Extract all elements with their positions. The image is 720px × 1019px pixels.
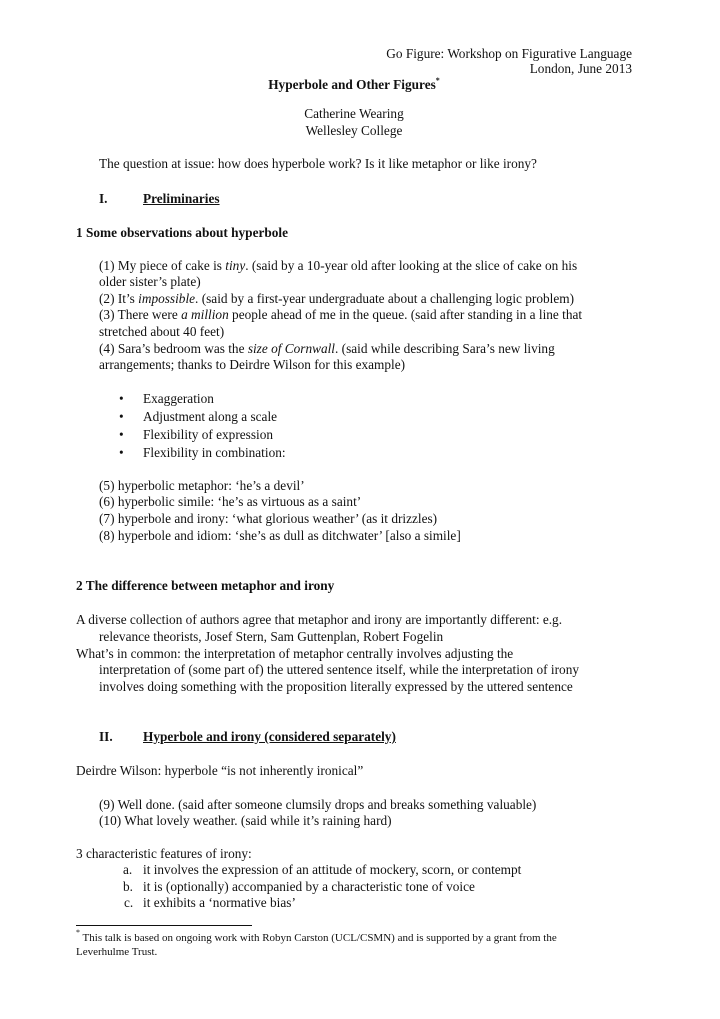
bullet-item: • Adjustment along a scale [143, 409, 277, 425]
paragraph-2-cont: involves doing something with the proposition literally expressed by the uttered sentence [99, 679, 573, 694]
feature-letter: b. [123, 879, 133, 894]
example-4-cont: arrangements; thanks to Deirdre Wilson for this example) [99, 357, 406, 372]
question-at-issue: The question at issue: how does hyperbole work? Is it like metaphor or like irony? [99, 156, 537, 171]
paragraph-1: A diverse collection of authors agree that metaphor and irony are importantly different: e.g. [76, 612, 563, 627]
footnote-line-2: Leverhulme Trust. [76, 946, 158, 958]
example-3: (3) There were a million people ahead of me in the queue. (said after standing in a line that [99, 307, 583, 322]
header-line-1: Go Figure: Workshop on Figurative Language [386, 46, 632, 61]
footnote-marker: * [76, 928, 80, 937]
example-10: (10) What lovely weather. (said while it’s raining hard) [99, 813, 392, 828]
wilson-quote: Deirdre Wilson: hyperbole “is not inherently ironical” [76, 763, 364, 778]
example-3-cont: stretched about 40 feet) [99, 324, 225, 339]
paragraph-2-cont: interpretation of (some part of) the uttered sentence itself, while the interpretation of irony [99, 662, 579, 677]
bullet-item: • Exaggeration [143, 391, 214, 407]
example-1: (1) My piece of cake is tiny. (said by a 10-year old after looking at the slice of cake on his [99, 258, 578, 273]
example-6: (6) hyperbolic simile: ‘he’s as virtuous as a saint’ [99, 494, 362, 509]
feature-text: it is (optionally) accompanied by a characteristic tone of voice [143, 879, 475, 894]
author-name: Catherine Wearing [304, 106, 404, 121]
example-9: (9) Well done. (said after someone clumsily drops and breaks something valuable) [99, 797, 537, 812]
features-intro: 3 characteristic features of irony: [76, 846, 252, 861]
paper-title: Hyperbole and Other Figures* [268, 76, 440, 92]
example-7: (7) hyperbole and irony: ‘what glorious weather’ (as it drizzles) [99, 511, 438, 526]
header-line-2: London, June 2013 [529, 61, 632, 76]
feature-letter: c. [124, 895, 134, 910]
section-1-number: I. [99, 191, 108, 206]
subsection-2-heading: 2 The difference between metaphor and irony [76, 578, 335, 593]
section-2-heading: Hyperbole and irony (considered separately) [143, 729, 396, 744]
example-5: (5) hyperbolic metaphor: ‘he’s a devil’ [99, 478, 305, 493]
subsection-1-heading: 1 Some observations about hyperbole [76, 225, 289, 240]
paragraph-2: What’s in common: the interpretation of metaphor centrally involves adjusting the [76, 646, 514, 661]
bullet-item: • Flexibility of expression [143, 427, 273, 443]
feature-text: it involves the expression of an attitude of mockery, scorn, or contempt [143, 862, 522, 877]
section-2-number: II. [99, 729, 113, 744]
feature-text: it exhibits a ‘normative bias’ [143, 895, 296, 910]
paragraph-1-cont: relevance theorists, Josef Stern, Sam Guttenplan, Robert Fogelin [99, 629, 444, 644]
example-8: (8) hyperbole and idiom: ‘she’s as dull as ditchwater’ [also a simile] [99, 528, 461, 543]
example-2: (2) It’s impossible. (said by a first-year undergraduate about a challenging logic problem) [99, 291, 574, 306]
footnote-rule [76, 925, 252, 926]
footnote-line-1: * This talk is based on ongoing work with Robyn Carston (UCL/CSMN) and is supported by a grant from the [76, 928, 557, 944]
feature-letter: a. [123, 862, 133, 877]
example-1-cont: older sister’s plate) [99, 274, 201, 289]
title-footnote-marker: * [435, 76, 440, 85]
author-affiliation: Wellesley College [305, 123, 403, 138]
bullet-item: • Flexibility in combination: [143, 445, 286, 461]
section-1-heading: Preliminaries [143, 191, 220, 206]
example-4: (4) Sara’s bedroom was the size of Cornwall. (said while describing Sara’s new living [99, 341, 555, 356]
